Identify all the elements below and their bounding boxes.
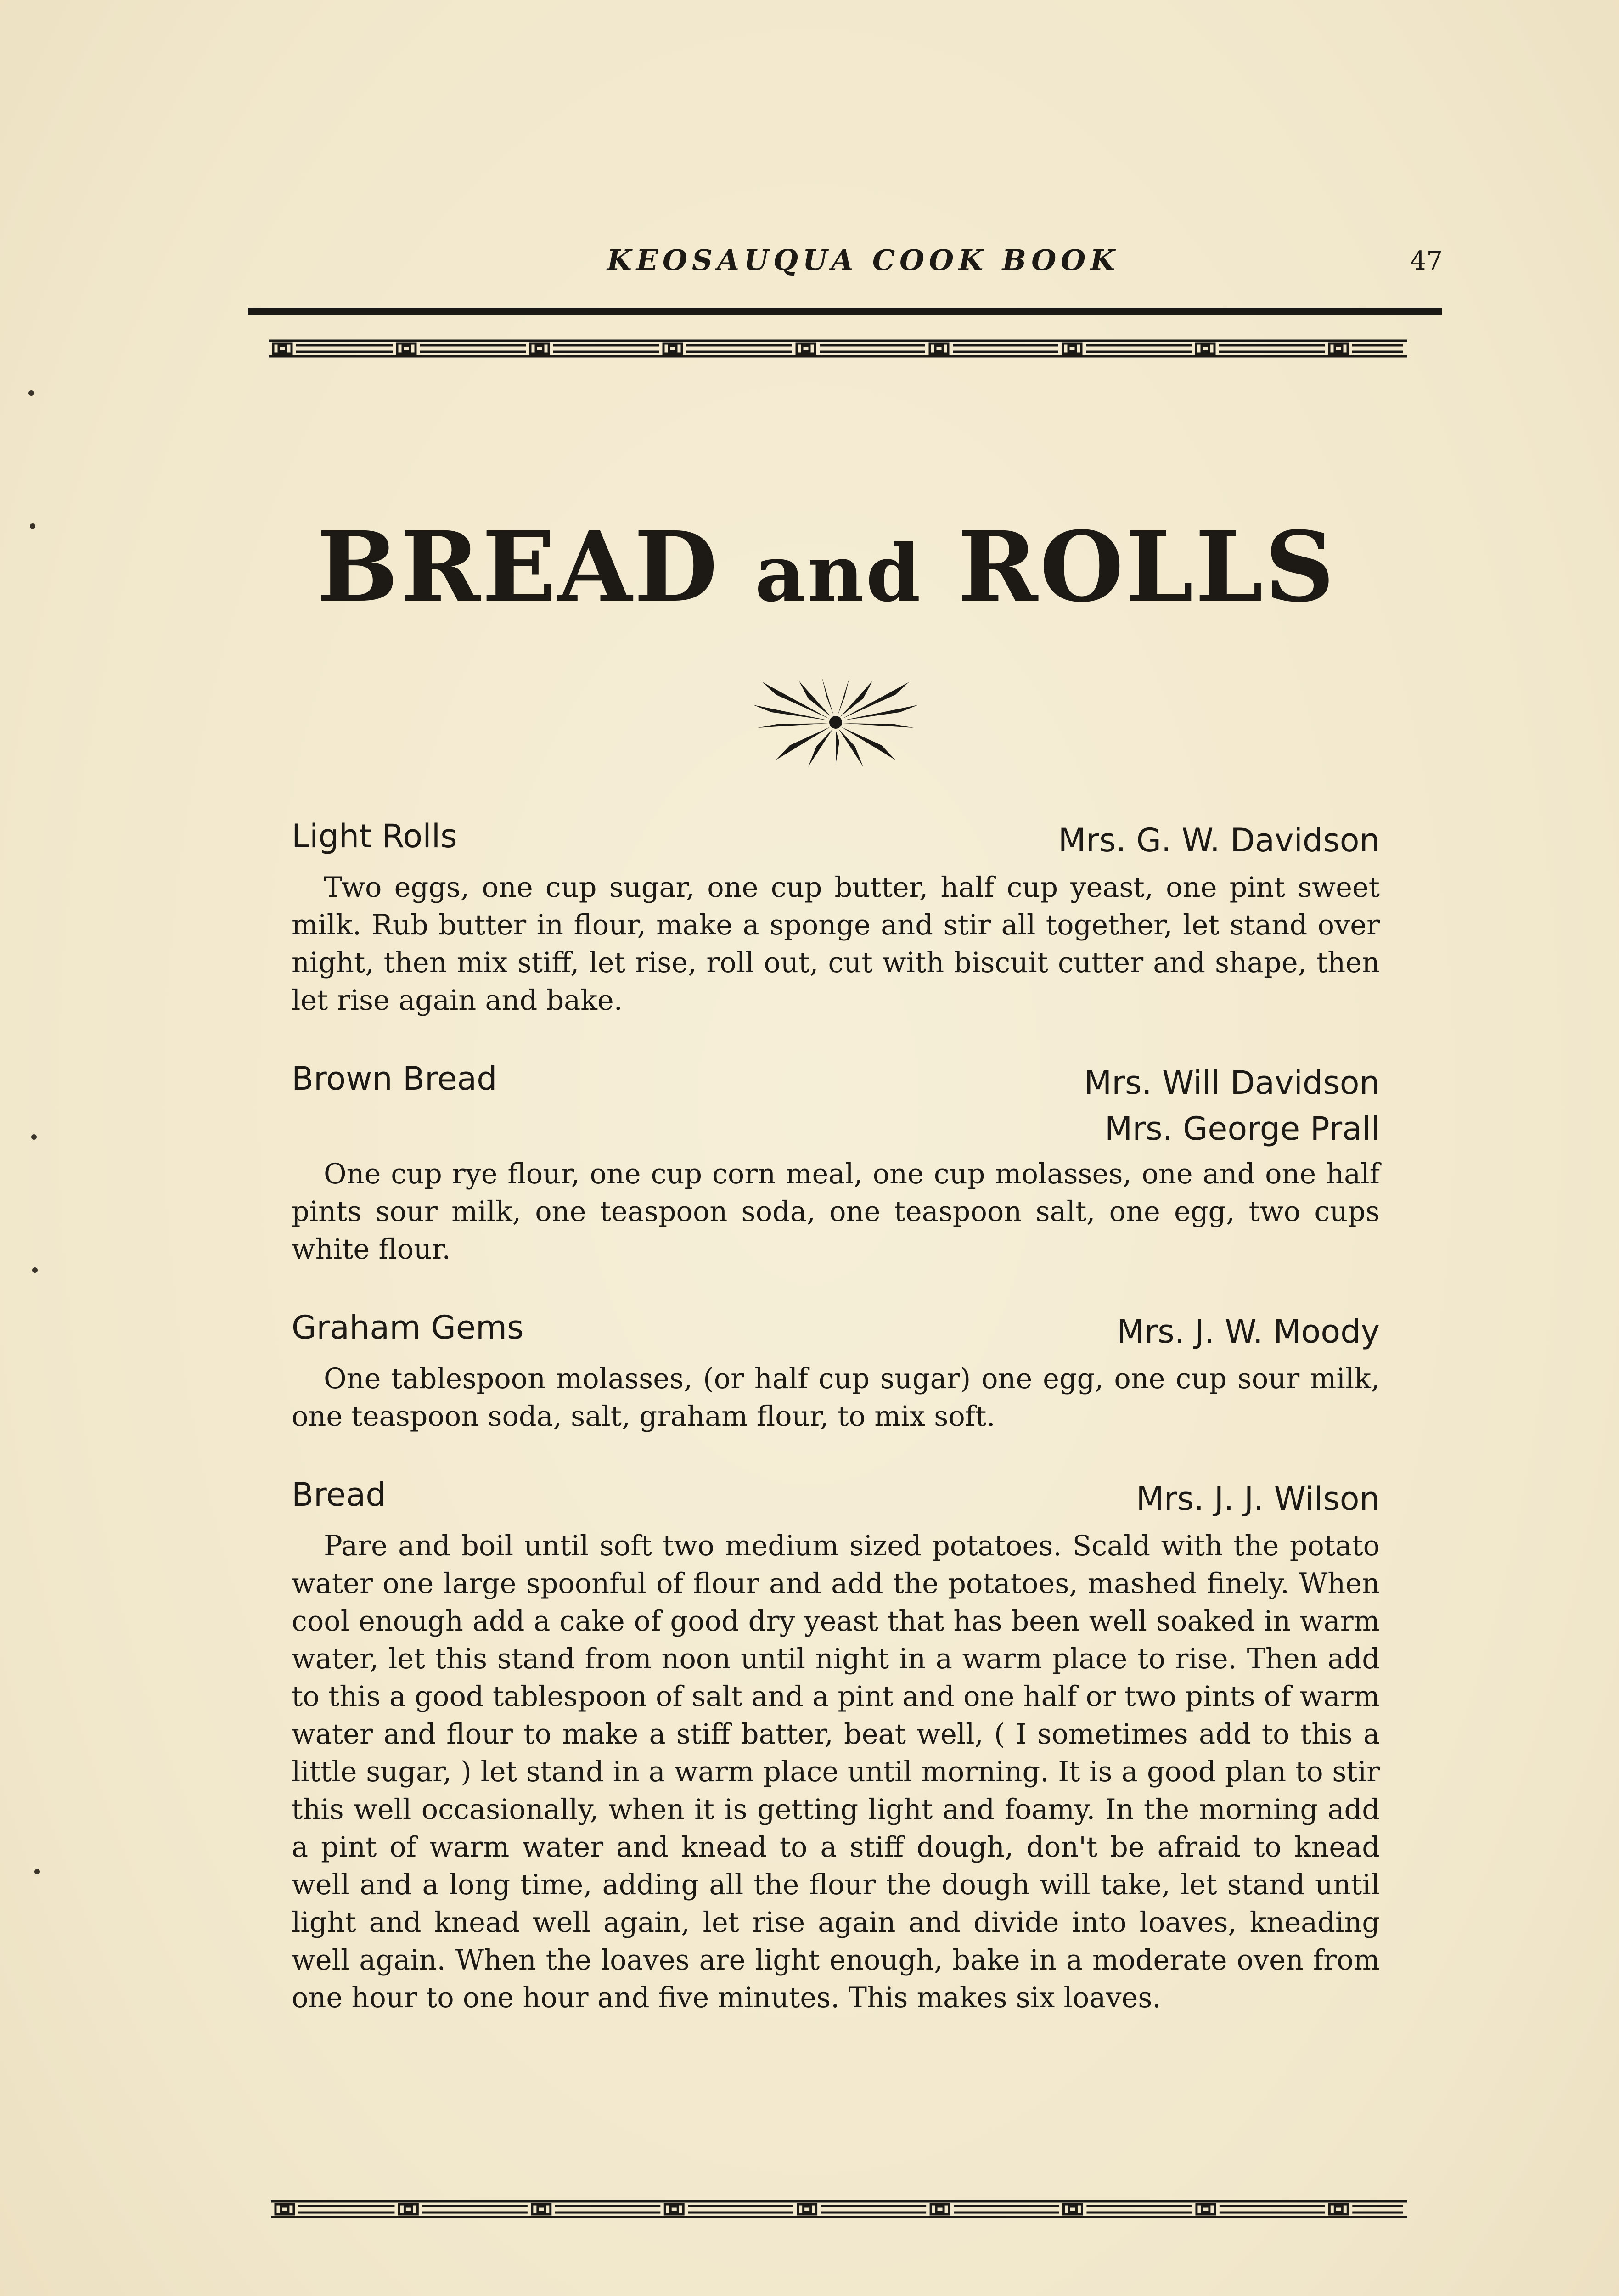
page-speck <box>28 390 34 396</box>
recipe-text: One cup rye flour, one cup corn meal, one cup molasses, one and one half pints sour milk, one teaspoon soda, one teaspoon salt, one egg, two cups white flour. <box>292 1158 1380 1266</box>
recipe-text: One tablespoon molasses, (or half cup sugar) one egg, one cup sour milk, one teaspoon soda, salt, graham flour, to mix soft. <box>292 1363 1380 1433</box>
recipe-author <box>1136 1476 1380 1522</box>
author-name: Mrs. Will Davidson <box>1084 1064 1380 1102</box>
page-speck <box>30 523 35 529</box>
chapter-title-word: BREAD <box>316 510 720 624</box>
recipe-text: Two eggs, one cup sugar, one cup butter, half cup yeast, one pint sweet milk. Rub butter in flour, make a sponge and stir all together, let stand over night, then mix stiff, let rise, roll out, cut with biscuit cutter and shape, then let rise again and bake. <box>292 872 1380 1017</box>
page-speck <box>31 1134 37 1140</box>
recipe-author <box>1058 817 1380 863</box>
recipe-bread <box>292 1476 1380 2017</box>
recipe-header <box>292 1060 1380 1148</box>
recipe-name: Light Rolls <box>292 817 457 855</box>
recipe-header <box>292 1309 1380 1353</box>
recipe-author <box>1117 1309 1380 1355</box>
recipe-list <box>292 817 1380 2057</box>
page-speck <box>32 1267 38 1273</box>
floral-ornament-icon <box>744 673 928 769</box>
recipe-name: Brown Bread <box>292 1060 497 1097</box>
recipe-header <box>292 1476 1380 1520</box>
running-head <box>289 243 1443 285</box>
author-name: Mrs. J. J. Wilson <box>1136 1480 1380 1518</box>
chapter-title <box>275 510 1377 624</box>
recipe-graham-gems <box>292 1309 1380 1435</box>
recipe-name: Graham Gems <box>292 1309 524 1346</box>
page-speck <box>34 1869 40 1874</box>
chapter-title-word: and <box>755 528 922 619</box>
recipe-author <box>1084 1060 1380 1152</box>
page-number: 47 <box>1410 246 1443 276</box>
header-rule <box>248 308 1442 315</box>
greek-key-border-bottom <box>271 2200 1407 2219</box>
recipe-header <box>292 817 1380 861</box>
greek-key-border-top <box>269 339 1407 358</box>
author-name: Mrs. G. W. Davidson <box>1058 822 1380 859</box>
recipe-brown-bread <box>292 1060 1380 1268</box>
running-title: KEOSAUQUA COOK BOOK <box>607 243 1120 277</box>
recipe-text: Pare and boil until soft two medium sized potatoes. Scald with the potato water one large spoonful of flour and add the potatoes, mashed finely. When cool enough add a cake of good dry yeast that has been well soaked in warm water, let this stand from noon until night in a warm place to rise. Then add to this a good tablespoon of salt and a pint and one half or two pints of warm water and flour to make a stiff batter, beat well, ( I sometimes add to this a little sugar, ) let stand in a warm place until morning. It is a good plan to stir this well occasionally, when it is getting light and foamy. In the morning add a pint of warm water and knead to a stiff dough, don't be afraid to knead well and a long time, adding all the flour the dough will take, let stand until light and knead well again, let rise again and divide into loaves, kneading well again. When the loaves are light enough, bake in a moderate oven from one hour to one hour and five minutes. This makes six loaves. <box>292 1530 1380 2014</box>
author-name: Mrs. J. W. Moody <box>1117 1313 1380 1351</box>
recipe-light-rolls <box>292 817 1380 1019</box>
recipe-name: Bread <box>292 1476 386 1514</box>
author-name: Mrs. George Prall <box>1104 1110 1380 1148</box>
chapter-title-word: ROLLS <box>957 510 1337 624</box>
